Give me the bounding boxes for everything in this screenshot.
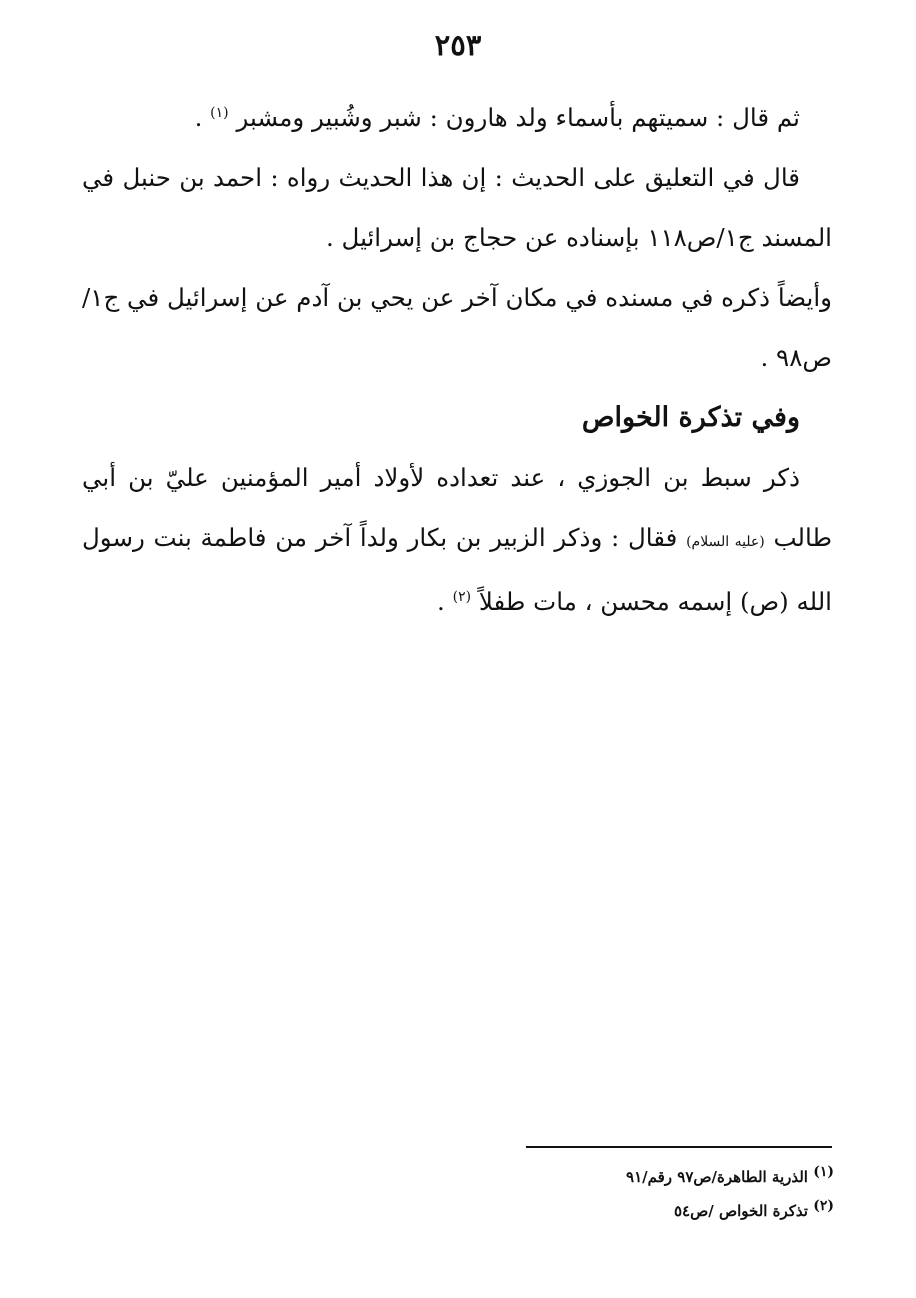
paragraph-4-end: . bbox=[437, 587, 453, 616]
footnote-1 bbox=[234, 1160, 834, 1194]
footnote-1-text: الذرية الطاهرة/ص٩٧ رقم/٩١ bbox=[626, 1168, 808, 1186]
main-text bbox=[82, 88, 832, 632]
paragraph-1-text: ثم قال : سميتهم بأسماء ولد هارون : شبر وشُبير ومشبر bbox=[236, 103, 800, 132]
footnote-2-text: تذكرة الخواص /ص٥٤ bbox=[674, 1202, 808, 1220]
footnote-1-marker: (١) bbox=[813, 1164, 834, 1180]
footnote-ref-2: (٢) bbox=[452, 588, 472, 605]
paragraph-4 bbox=[82, 448, 832, 632]
paragraph-1 bbox=[82, 88, 832, 148]
footnote-divider bbox=[526, 1146, 832, 1148]
footnote-ref-1: (١) bbox=[210, 104, 229, 121]
paragraph-3: وأيضاً ذكره في مسنده في مكان آخر عن يحي بن آدم عن إسرائيل في ج١/ص٩٨ . bbox=[82, 283, 832, 372]
paragraph-4-text-before: ذكر سبط بن الجوزي ، عند تعداده لأولاد أمير المؤمنين عليّ بن أبي طالب bbox=[82, 463, 832, 552]
paragraph-2: قال في التعليق على الحديث : إن هذا الحديث رواه : احمد بن حنبل في المسند ج١/ص١١٨ بإسناده عن حجاج بن إسرائيل . bbox=[82, 163, 832, 252]
section-heading: وفي تذكرة الخواص bbox=[581, 402, 800, 433]
footnote-2-marker: (٢) bbox=[813, 1198, 834, 1214]
footnote-2 bbox=[234, 1194, 834, 1228]
footnotes bbox=[234, 1160, 834, 1228]
honorific: (عليه السلام) bbox=[686, 534, 765, 550]
page-number: ٢٥٣ bbox=[434, 28, 482, 62]
paragraph-1-end: . bbox=[194, 103, 211, 132]
paragraph-4-text-after: فقال : وذكر الزبير بن بكار ولداً آخر من فاطمة بنت رسول الله (ص) إسمه محسن ، مات طفلاً bbox=[82, 523, 832, 616]
